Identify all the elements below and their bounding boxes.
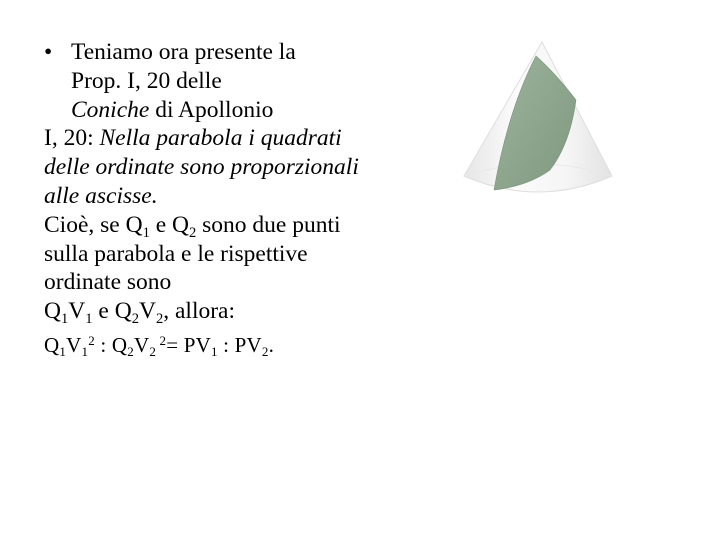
f-d-sub: 2 bbox=[149, 344, 157, 360]
cioe-paragraph bbox=[44, 211, 374, 297]
ord-v1: V bbox=[68, 298, 86, 325]
ord-v2: V bbox=[138, 298, 156, 325]
f-d: V bbox=[133, 332, 150, 357]
ord-q1: Q bbox=[44, 298, 61, 325]
bullet-line-3: di Apollonio bbox=[149, 96, 274, 123]
bullet-icon: • bbox=[44, 39, 53, 65]
f-e-sub: 1 bbox=[210, 344, 218, 360]
proposition-statement bbox=[44, 124, 374, 210]
proportion-formula bbox=[44, 331, 374, 360]
f-d-sup: 2 bbox=[156, 333, 167, 349]
bullet-line-1: Teniamo ora presente la bbox=[71, 39, 296, 65]
ord-sub-1: 1 bbox=[60, 310, 69, 327]
cioe-text-3: sono due punti sulla parabola e le rispettive ordinate sono bbox=[44, 211, 341, 296]
ord-sub-2: 1 bbox=[85, 310, 93, 327]
ord-end: , allora: bbox=[163, 298, 236, 325]
ord-sub-3: 2 bbox=[131, 310, 139, 327]
coniche-title: Coniche bbox=[71, 96, 150, 123]
f-c: : Q bbox=[94, 332, 128, 357]
proposition-text: Nella parabola i quadrati delle ordinate sono proporzionali alle ascisse. bbox=[44, 125, 359, 209]
bullet-item bbox=[44, 38, 374, 124]
f-b: V bbox=[66, 332, 82, 357]
bullet-line-2: Prop. I, 20 delle bbox=[71, 67, 222, 94]
proposition-ref: I, 20: bbox=[44, 125, 100, 152]
cone-section-figure bbox=[458, 40, 618, 202]
f-b-sub: 1 bbox=[81, 344, 89, 360]
f-f: : PV bbox=[217, 332, 262, 357]
slide-text bbox=[44, 38, 374, 360]
cioe-sub-1: 1 bbox=[142, 224, 150, 241]
f-f-sub: 2 bbox=[261, 344, 269, 360]
cioe-text-1: Cioè, se Q bbox=[44, 211, 143, 238]
f-c-sub: 2 bbox=[127, 344, 134, 360]
ord-sub-4: 2 bbox=[155, 310, 164, 327]
ord-mid: e Q bbox=[92, 298, 132, 325]
cioe-sub-2: 2 bbox=[189, 224, 197, 241]
f-g: . bbox=[268, 332, 275, 357]
f-a: Q bbox=[44, 332, 60, 357]
f-e: = PV bbox=[166, 332, 211, 357]
f-a-sub: 1 bbox=[59, 344, 67, 360]
f-b-sup: 2 bbox=[88, 333, 95, 349]
ordinates-line bbox=[44, 297, 374, 326]
cioe-text-2: e Q bbox=[149, 211, 189, 238]
